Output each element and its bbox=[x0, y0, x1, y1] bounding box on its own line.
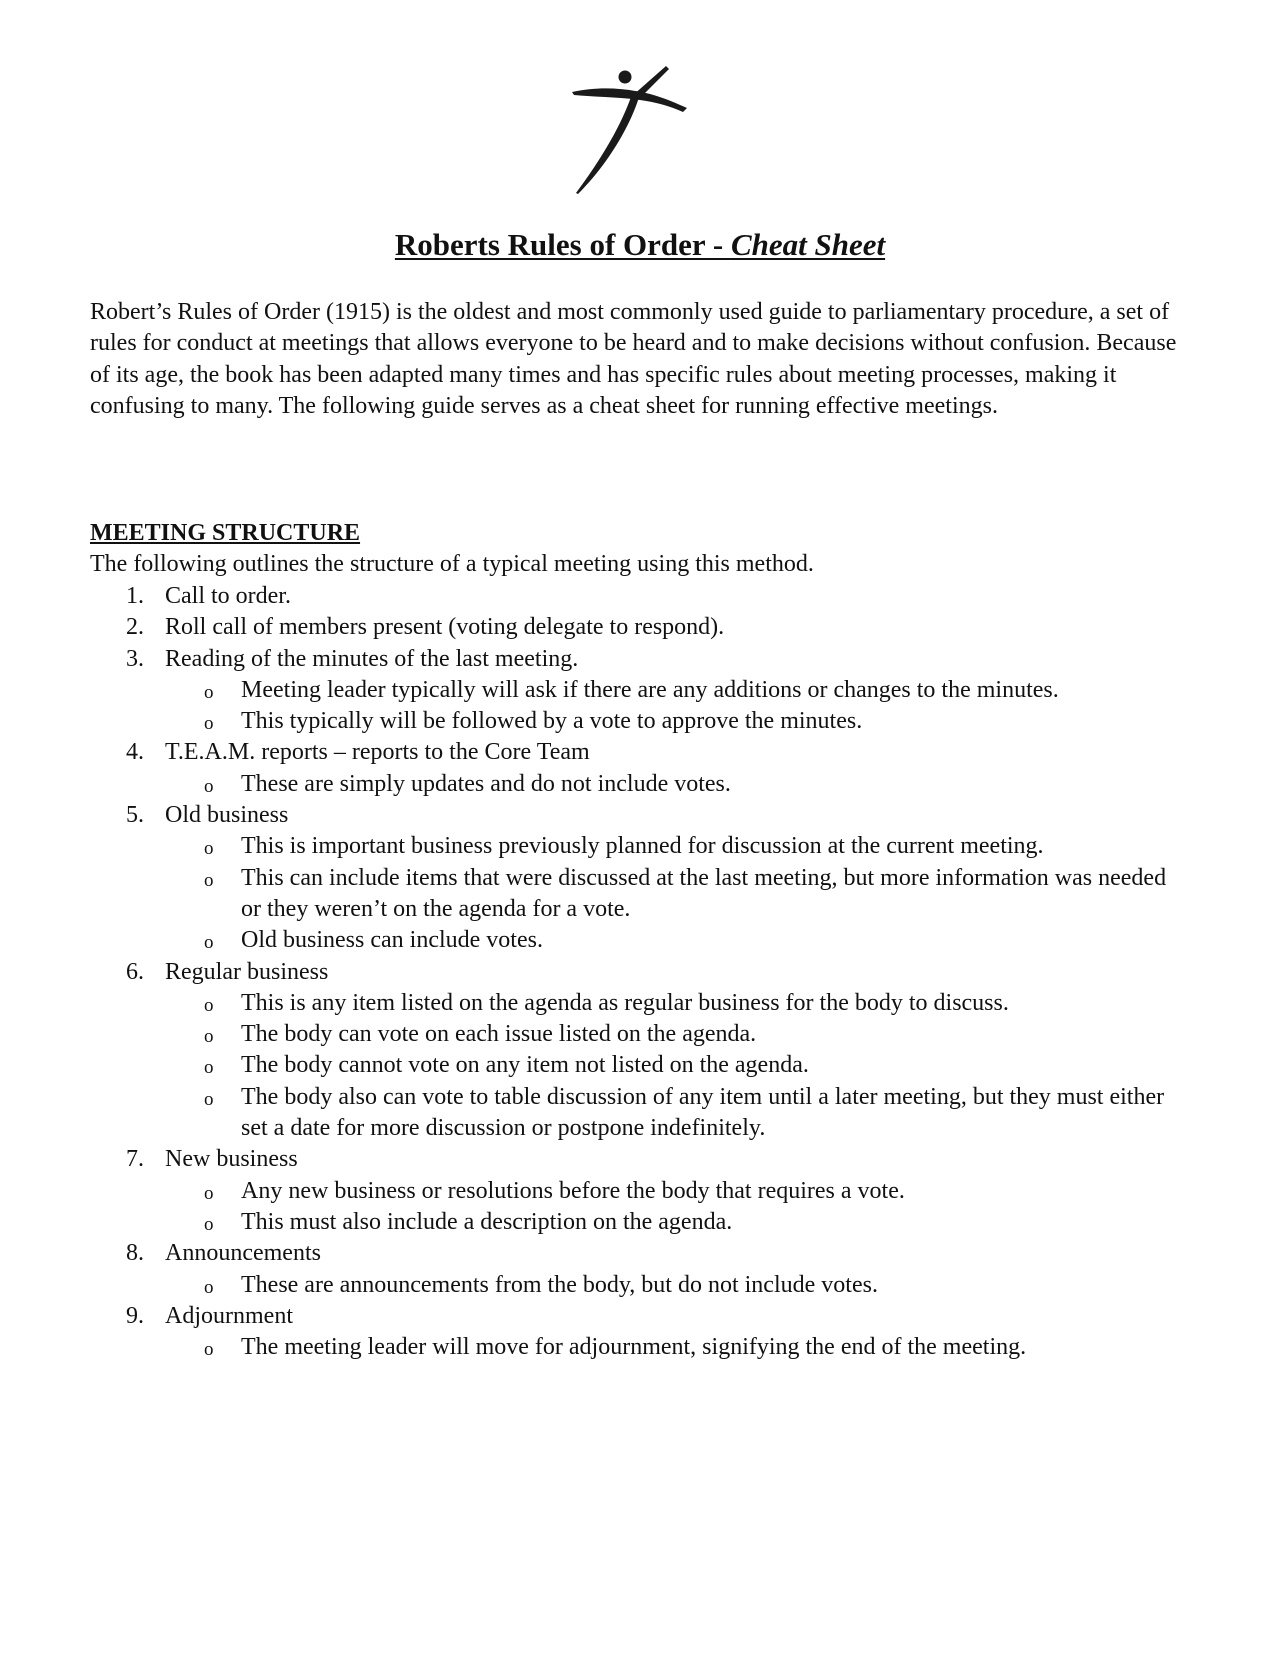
step-number: 5. bbox=[126, 802, 144, 829]
step-row bbox=[90, 957, 1190, 988]
section-intro: The following outlines the structure of a typical meeting using this method. bbox=[90, 551, 814, 577]
step-number: 9. bbox=[126, 1302, 144, 1329]
bullet-text: This is any item listed on the agenda as regular business for the body to discuss. bbox=[241, 989, 1009, 1016]
section-heading: MEETING STRUCTURE bbox=[90, 520, 361, 546]
bullet-text: Any new business or resolutions before the body that requires a vote. bbox=[241, 1177, 905, 1204]
hollow-bullet-icon: o bbox=[204, 994, 214, 1016]
bullet-text: The body also can vote to table discussion of any item until a later meeting, but they must either set a date for more discussion or postpone indefinitely. bbox=[241, 1083, 1165, 1142]
step-row bbox=[90, 737, 1190, 768]
list-item bbox=[90, 1144, 1190, 1238]
step-text: Reading of the minutes of the last meeting. bbox=[165, 645, 579, 672]
step-number: 8. bbox=[126, 1240, 144, 1267]
step-row bbox=[90, 581, 1190, 612]
hollow-bullet-icon: o bbox=[204, 681, 214, 703]
step-number: 4. bbox=[126, 739, 144, 766]
step-text: T.E.A.M. reports – reports to the Core Team bbox=[165, 739, 590, 766]
step-number: 7. bbox=[126, 1146, 144, 1173]
hollow-bullet-icon: o bbox=[204, 1088, 214, 1110]
sub-bullet bbox=[90, 769, 1190, 800]
bullet-text: Meeting leader typically will ask if there are any additions or changes to the minutes. bbox=[241, 676, 1059, 703]
step-text: Roll call of members present (voting delegate to respond). bbox=[165, 614, 725, 641]
sub-bullet bbox=[90, 1270, 1190, 1301]
hollow-bullet-icon: o bbox=[204, 713, 214, 735]
cross-figure-logo bbox=[570, 62, 700, 194]
bullet-text: The body can vote on each issue listed on the agenda. bbox=[241, 1021, 757, 1048]
list-item bbox=[90, 1238, 1190, 1301]
sub-bullet bbox=[90, 1207, 1190, 1238]
step-text: Call to order. bbox=[165, 583, 291, 609]
list-item bbox=[90, 957, 1190, 1145]
step-number: 2. bbox=[126, 614, 144, 641]
step-row bbox=[90, 644, 1190, 675]
hollow-bullet-icon: o bbox=[204, 869, 214, 891]
logo-head bbox=[619, 71, 632, 84]
list-item bbox=[90, 800, 1190, 956]
bullet-text: This must also include a description on the agenda. bbox=[241, 1208, 733, 1235]
hollow-bullet-icon: o bbox=[204, 1057, 214, 1079]
step-row bbox=[90, 1238, 1190, 1269]
hollow-bullet-icon: o bbox=[204, 775, 214, 797]
hollow-bullet-icon: o bbox=[204, 1339, 214, 1361]
step-number: 3. bbox=[126, 645, 144, 672]
step-row bbox=[90, 1144, 1190, 1175]
meeting-steps-list bbox=[90, 581, 1190, 1363]
step-text: Announcements bbox=[165, 1240, 321, 1267]
sub-bullet bbox=[90, 1176, 1190, 1207]
step-text: Regular business bbox=[165, 958, 329, 985]
step-row bbox=[90, 800, 1190, 831]
sub-bullet bbox=[90, 1082, 1190, 1145]
sub-bullet bbox=[90, 675, 1190, 706]
hollow-bullet-icon: o bbox=[204, 1276, 214, 1298]
sub-bullet bbox=[90, 863, 1190, 926]
step-number: 1. bbox=[126, 583, 144, 609]
bullet-text: The meeting leader will move for adjournment, signifying the end of the meeting. bbox=[241, 1334, 1027, 1361]
bullet-text: This typically will be followed by a vote to approve the minutes. bbox=[241, 708, 863, 735]
list-item bbox=[90, 581, 1190, 612]
bullet-text: These are announcements from the body, but do not include votes. bbox=[241, 1271, 878, 1298]
list-item bbox=[90, 612, 1190, 643]
sub-bullet bbox=[90, 1019, 1190, 1050]
hollow-bullet-icon: o bbox=[204, 838, 214, 860]
sub-bullet bbox=[90, 1050, 1190, 1081]
hollow-bullet-icon: o bbox=[204, 932, 214, 954]
page-title bbox=[0, 226, 1280, 263]
step-text: New business bbox=[165, 1146, 298, 1173]
bullet-text: Old business can include votes. bbox=[241, 927, 543, 954]
hollow-bullet-icon: o bbox=[204, 1026, 214, 1048]
bullet-text: The body cannot vote on any item not listed on the agenda. bbox=[241, 1052, 809, 1079]
bullet-text: These are simply updates and do not include votes. bbox=[241, 770, 731, 797]
step-text: Adjournment bbox=[165, 1302, 293, 1329]
step-row bbox=[90, 1301, 1190, 1332]
list-item bbox=[90, 737, 1190, 800]
bullet-text: This can include items that were discussed at the last meeting, but more information was needed or they weren’t on the agenda for a vote. bbox=[241, 864, 1167, 922]
list-item bbox=[90, 1301, 1190, 1364]
step-text: Old business bbox=[165, 802, 289, 829]
title-italic: Cheat Sheet bbox=[730, 227, 886, 262]
logo-raised-arm bbox=[632, 66, 669, 98]
sub-bullet bbox=[90, 925, 1190, 956]
sub-bullet bbox=[90, 831, 1190, 862]
intro-paragraph: Robert’s Rules of Order (1915) is the oldest and most commonly used guide to parliamentary procedure, a set of rules for conduct at meetings that allows everyone to be heard and to make decisions without confusion. Because of its age, the book has been adapted many times and has specific rules about meeting processes, making it confusing to many. The following guide serves as a cheat sheet for running effective meetings. bbox=[90, 299, 1177, 419]
hollow-bullet-icon: o bbox=[204, 1213, 214, 1235]
step-number: 6. bbox=[126, 958, 144, 985]
sub-bullet bbox=[90, 706, 1190, 737]
step-row bbox=[90, 612, 1190, 643]
list-item bbox=[90, 644, 1190, 738]
hollow-bullet-icon: o bbox=[204, 1182, 214, 1204]
bullet-text: This is important business previously planned for discussion at the current meeting. bbox=[241, 833, 1044, 860]
sub-bullet bbox=[90, 988, 1190, 1019]
sub-bullet bbox=[90, 1332, 1190, 1363]
logo-body-stroke bbox=[576, 94, 640, 194]
title-main: Roberts Rules of Order - bbox=[394, 227, 731, 262]
